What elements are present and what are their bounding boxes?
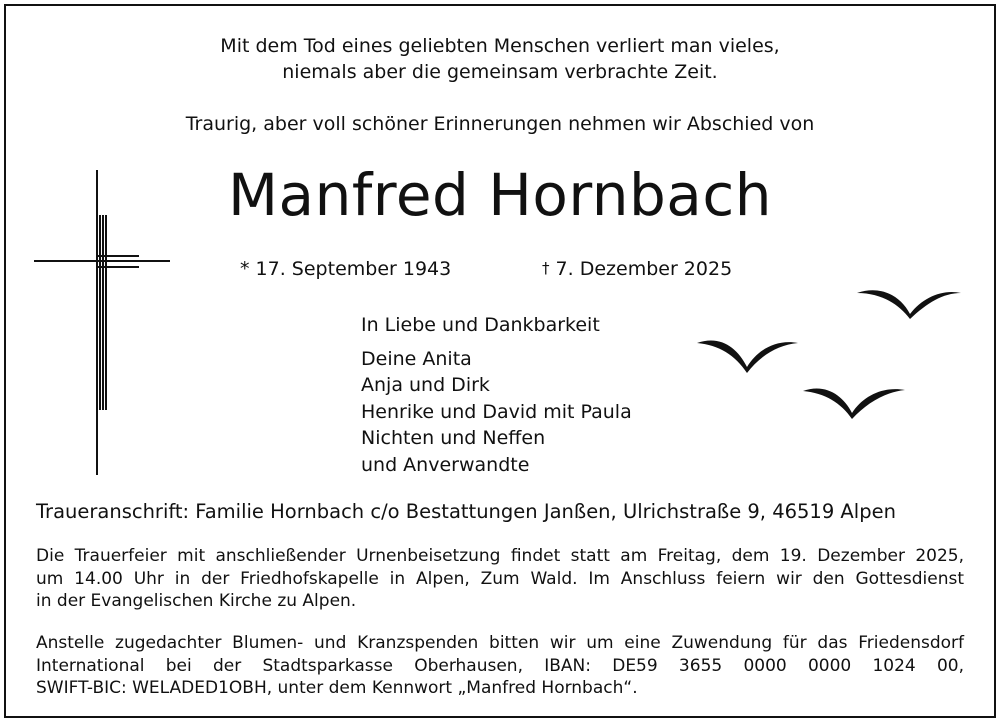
deceased-name: Manfred Hornbach: [228, 161, 772, 229]
mourner-name: Nichten und Neffen: [361, 427, 546, 449]
mourner-name: Deine Anita: [361, 347, 472, 370]
mourner-name: Henrike und David mit Paula: [361, 400, 632, 423]
mourning-address: Traueranschrift: Familie Hornbach c/o Bestattungen Janßen, Ulrichstraße 9, 46519 Alpen: [36, 500, 896, 523]
mourner-name: Anja und Dirk: [361, 374, 490, 396]
death-date: 7. Dezember 2025: [555, 258, 733, 280]
funeral-info-line: um 14.00 Uhr in der Friedhofskapelle in Alpen, Zum Wald. Im Anschluss feiern wir den Gottesdienst: [36, 568, 964, 589]
bird-middle-icon: [697, 340, 798, 373]
mourners-block: [361, 312, 632, 478]
donation-info-line: International bei der Stadtsparkasse Oberhausen, IBAN: DE59 3655 0000 0000 1024 00,: [36, 655, 964, 676]
birds-icon: [695, 283, 965, 423]
birth-date: 17. September 1943: [255, 258, 452, 280]
birth-date-line: [240, 256, 451, 282]
quote-line-1: Mit dem Tod eines geliebten Menschen verliert man vieles,: [220, 35, 780, 57]
quote-line-2: niemals aber die gemeinsam verbrachte Zeit.: [282, 61, 718, 83]
farewell-intro: Traurig, aber voll schöner Erinnerungen nehmen wir Abschied von: [185, 113, 815, 135]
funeral-info-line: in der Evangelischen Kirche zu Alpen.: [36, 591, 357, 611]
bird-top-icon: [857, 290, 961, 319]
death-symbol: †: [542, 259, 550, 277]
mourner-name: und Anverwandte: [361, 453, 530, 476]
death-date-line: [542, 256, 732, 283]
bird-bottom-icon: [803, 388, 905, 419]
donation-info-line: Anstelle zugedachter Blumen- und Kranzspenden bitten wir um eine Zuwendung für das Friedensdorf: [36, 633, 964, 653]
donation-info-line: SWIFT-BIC: WELADED1OBH, unter dem Kennwort „Manfred Hornbach“.: [36, 678, 638, 698]
donation-info: [36, 632, 964, 700]
mourners-greeting: In Liebe und Dankbarkeit: [361, 314, 600, 336]
birth-symbol: *: [240, 258, 250, 280]
funeral-info-line: Die Trauerfeier mit anschließender Urnenbeisetzung findet statt am Freitag, dem 19. Dezember 2025,: [36, 546, 964, 566]
opening-quote: [0, 33, 1000, 85]
funeral-info: [36, 545, 964, 613]
